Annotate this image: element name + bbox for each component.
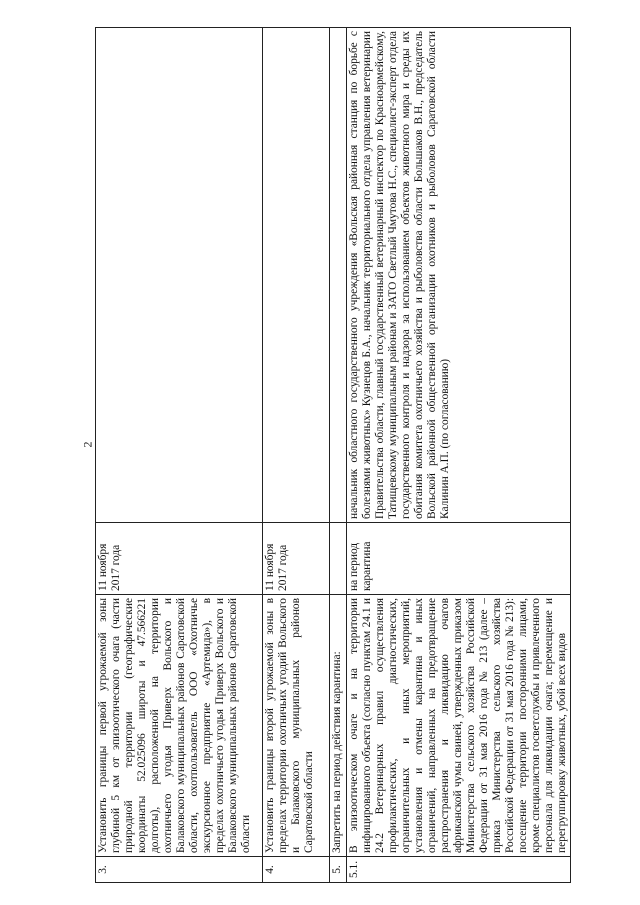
row-number: 5. [330,857,347,883]
deadline: на период карантина [347,523,571,595]
table-row [263,28,330,883]
measure-text: Запретить на период действия карантина: [330,595,347,857]
table-row [330,28,347,883]
deadline [330,523,347,595]
rotated-table [95,28,568,883]
row-number: 4. [263,857,330,883]
page-number: 2 [80,441,95,448]
measure-text: Установить границы второй угрожаемой зоны в пределах территории охотничьих угодий Вольского и Балаковского муниципальных районов Саратовской области [263,595,330,857]
responsible: начальник областного государственного учреждения «Вольская районная станция по борьбе с болезнями животных» Кузнецов Б.А., начальник территориального отдела управления ветеринарии Правительства области, главный государственный ветеринарный инспектор по Красноармейскому, Татищевскому муниципальным районам и ЗАТО Светлый Чмутова Н.С., специалист-эксперт отдела государственного контроля и надзора за использованием объектов животного мира и среды их обитания комитета охотничьего хозяйства и рыболовства области Большаков В.Н., председатель Вольской районной общественной организации охотников и рыболовов Саратовской области Калинин А.П. (по согласованию) [347,28,571,523]
row-number: 3. [96,857,263,883]
document-table-container [95,28,568,883]
measures-table [95,27,571,883]
deadline: 11 ноября 2017 года [263,523,330,595]
table-row [347,28,571,883]
measure-text: В эпизоотическом очаге и на территории инфицированного объекта (согласно пунктам 24.1 и 24.2 Ветеринарных правил осуществления профилактических, диагностических, ограничительных и иных мероприятий, установления и отмены карантина и иных ограничений, направленных на предотвращение распространения и ликвидацию очагов африканской чумы свиней, утвержденных приказом Министерства сельского хозяйства Российской Федерации от 31 мая 2016 года № 213 (далее – приказ Министерства сельского хозяйства Российской Федерации от 31 мая 2016 года № 213): посещение территории посторонними лицами, кроме специалистов госветслужбы и привлеченного персонала для ликвидации очага; перемещение и перегруппировку животных, убой всех видов [347,595,571,857]
responsible [330,28,347,523]
deadline: 11 ноября 2017 года [96,523,263,595]
measure-text: Установить границы первой угрожаемой зоны глубиной 5 км от эпизоотического очага (части природной территории (географические координаты 52.025096 широты и 47.566221 долготы), расположенной на территории охотничьего угодья Приверх Вольского и Балаковского муниципальных районов Саратовской области, охотпользователь ООО «Охотничье экскурсионное предприятие «Артемида»), в пределах охотничьего угодья Приверх Вольского и Балаковского муниципальных районов Саратовской области [96,595,263,857]
row-number: 5.1. [347,857,571,883]
table-row [96,28,263,883]
responsible [263,28,330,523]
responsible [96,28,263,523]
